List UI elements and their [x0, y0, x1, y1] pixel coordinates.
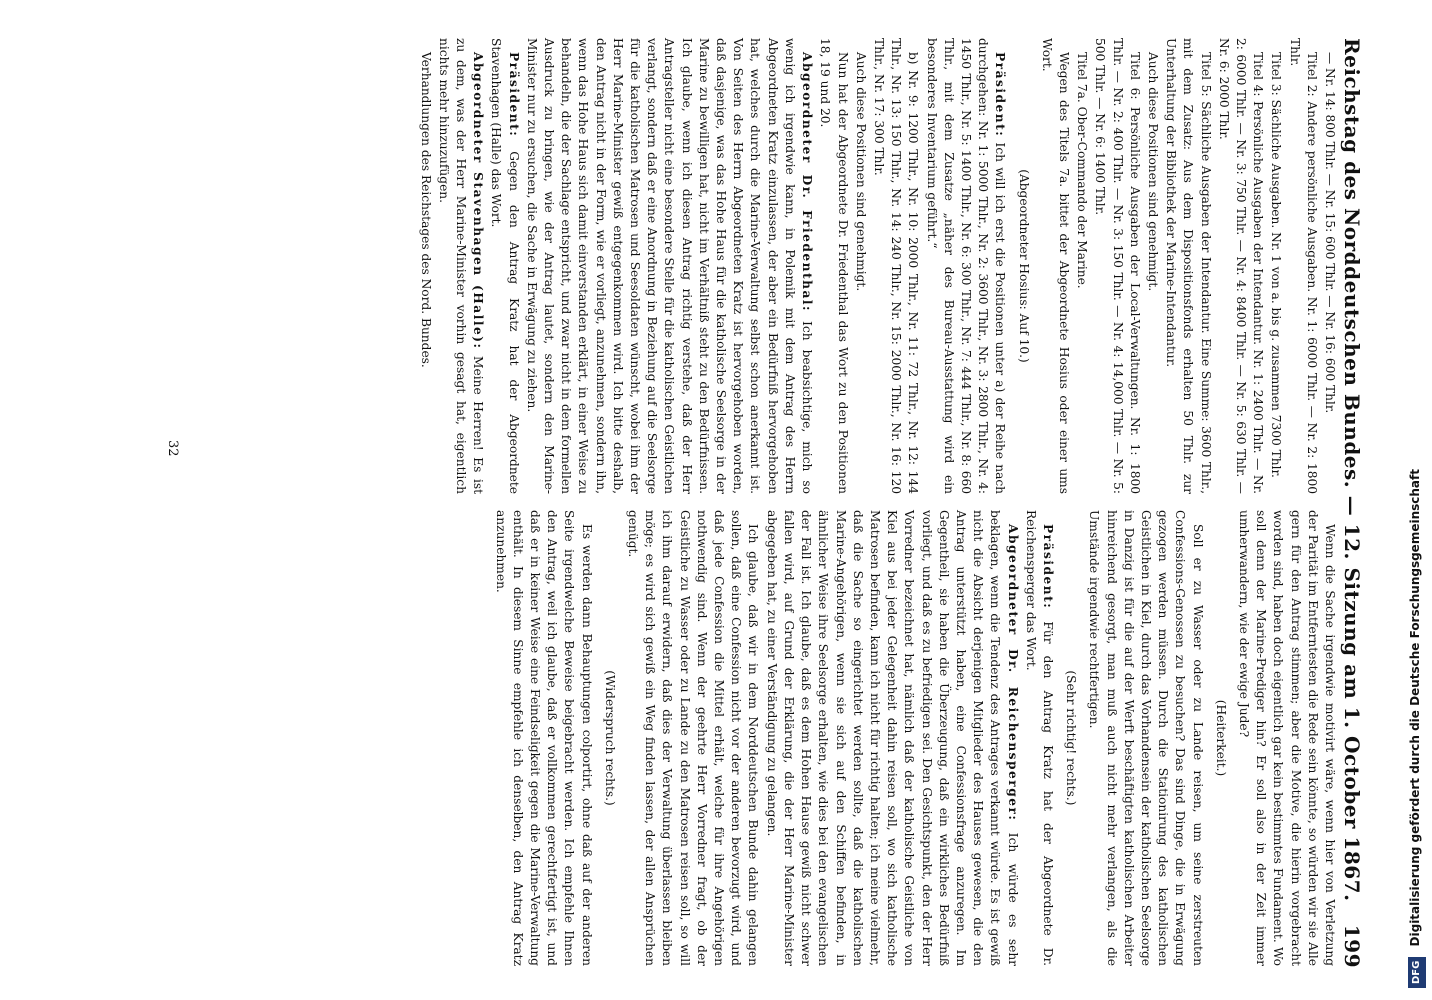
speech-paragraph	[487, 38, 521, 494]
page-number: 199	[1340, 924, 1364, 968]
stage-direction	[1212, 510, 1229, 966]
paragraph-text: Meine Herren! Es ist zu dem, was der Herr Marine-Minister vorhin gesagt hat, eigentlich nichts mehr hinzuzufügen.	[436, 38, 486, 494]
text-paragraph	[870, 38, 922, 494]
text-paragraph	[1235, 510, 1338, 966]
speaker-name: Abgeordneter Dr. Reichensperger:	[1005, 524, 1020, 822]
text-paragraph	[1267, 38, 1284, 494]
paragraph-text: (Heiterkeit.)	[1213, 699, 1228, 777]
header-title: Reichstag des Norddeutschen Bundes. — 12. Sitzung am 1. October 1867.	[1340, 38, 1364, 902]
paragraph-text: Titel 3: Sächliche Ausgaben. Nr. 1 von a. bis g. zusammen 7300 Thlr.	[1269, 52, 1284, 478]
paragraph-text: Auch diese Positionen sind genehmigt.	[853, 52, 868, 292]
paragraph-text: Es werden dann Behauptungen colportirt, ohne daß auf der anderen Seite irgendwelche Beweise beigebracht werden. Ich empfehle Ihnen den Antrag, weil ich glaube, daß er vollkommen gerechtfertigt ist, und daß er in keiner Weise eine Feindseligkeit gegen die Marine-Verwaltung enthält. In diesem Sinne empfehle ich denselben, den Antrag Kratz anzunehmen.	[493, 510, 594, 966]
speaker-name: Abgeordneter Dr. Friedenthal:	[800, 52, 815, 313]
text-paragraph	[1285, 38, 1319, 494]
paragraph-text: (Abgeordneter Hosius: Auf 10.)	[1016, 169, 1031, 363]
stage-direction	[1014, 38, 1031, 494]
text-paragraph	[1085, 510, 1205, 966]
speech-paragraph	[435, 38, 487, 494]
text-paragraph	[416, 38, 433, 494]
paragraph-text: (Sehr richtig! rechts.)	[1064, 670, 1079, 806]
paragraph-text: Titel 2: Andere persönliche Ausgaben. Nr. 1: 6000 Thlr. — Nr. 2: 1800 Thlr.	[1287, 38, 1319, 494]
text-paragraph	[624, 510, 762, 966]
paragraph-text: Gegen den Antrag Kratz hat der Abgeordnete Stavenhagen (Halle) das Wort.	[489, 38, 521, 494]
paragraph-text: Titel 7a. Ober-Commando der Marine.	[1075, 52, 1090, 289]
speech-paragraph	[922, 38, 1008, 494]
text-paragraph	[852, 38, 869, 494]
text-paragraph	[1321, 38, 1338, 494]
paragraph-text: Ich will ich erst die Positionen unter a) der Reihe nach durchgehen: Nr. 1: 5000 Thlr., Nr. 2: 3600 Thlr., Nr. 3: 2800 Thlr., Nr. 4: 1450 Thlr., Nr. 5: 1400 Thlr., Nr. 6: 300 Thlr., Nr. 7: 444 Thlr., Nr. 8: 660 Thlr., mit dem Zusatze „näher des Bureau-Ausstattung wird ein besonderes Inventarium geführt.“	[924, 38, 1008, 495]
left-text-column	[415, 38, 1338, 494]
text-paragraph	[1144, 38, 1161, 494]
paragraph-text: Wenn die Sache irgendwie motivirt wäre, wenn hier von Verletzung der Parität im Entferntesten die Rede sein könnte, so würden wir sie Alle gern für den Antrag stimmen; aber die Motive, die hierin vorgebracht worden sind, haben doch eigentlich gar kein bestimmtes Fundament. Wo soll denn der Marine-Prediger hin? Er soll also in der Zeit immer umherwandern, wie der ewige Jude?	[1236, 510, 1337, 966]
paragraph-text: Verhandlungen des Reichstages des Nord. Bundes.	[418, 52, 433, 368]
dfg-footer-strip	[1404, 12, 1426, 988]
paragraph-text: Ich glaube, daß wir in dem Norddeutschen Bunde dahin gelangen sollen, daß eine Confession nicht vor der anderen bevorzugt wird, und daß jede Confession die Mittel erhält, welche für ihre Angehörigen nothwendig sind. Wenn der geehrte Herr Vorredner fragt, ob der Geistliche zu Wasser oder zu Lande zu den Matrosen reisen soll, so will ich ihm darauf erwidern, daß dies der Verwaltung überlassen bleiben möge; es wird sich gewiß ein Weg finden lassen, der allen Ansprüchen genügt.	[626, 510, 761, 966]
paragraph-text: — Nr. 14: 800 Thlr. — Nr. 15: 600 Thlr. — Nr. 16: 600 Thlr.	[1323, 52, 1337, 414]
speaker-name: Abgeordneter Stavenhagen (Halle):	[471, 52, 486, 350]
paragraph-text: Nun hat der Abgeordnete Dr. Friedenthal das Wort zu den Positionen 18, 19 und 20.	[818, 38, 850, 494]
text-paragraph	[1091, 38, 1143, 494]
speaker-name: Präsident:	[993, 52, 1008, 138]
text-paragraph	[816, 38, 850, 494]
speaker-name: Präsident:	[1040, 524, 1055, 610]
paragraph-text: Wegen des Titels 7a. bittet der Abgeordnete Hosius oder einer ums Wort.	[1039, 38, 1071, 494]
paragraph-text: (Widerspruch rechts.)	[602, 670, 617, 806]
paragraph-text: Ich würde es sehr beklagen, wenn die Tendenz des Antrages verkannt würde. Es ist gewiß nicht die Absicht derjenigen Mitglieder des Hauses gewesen, die den Antrag unterstützt haben, eine Confessionsfrage anzuregen. Im Gegentheil, sie haben die Überzeugung, daß ein wirkliches Bedürfniß vorliegt, und daß es zu befriedigen sei. Den Gesichtspunkt, den der Herr Vorredner bezeichnet hat, nämlich daß der katholische Geistliche von Kiel aus bei jeder Gelegenheit dahin reisen soll, wo sich katholische Matrosen befinden, kann ich nicht für richtig halten; ich meine vielmehr, daß die Sache so eingerichtet werden sollte, daß die katholischen Marine-Angehörigen, wenn sie sich auf den Schiffen befinden, in ähnlicher Weise ihre Seelsorge erhalten, wie dies bei den evangelischen der Fall ist. Ich glaube, daß es dem Hohen Hause gewiß nicht schwer fallen wird, auf Grund der Erklärung, die der Herr Marine-Minister abgegeben hat, zu einer Verständigung zu gelangen.	[764, 510, 1020, 967]
paragraph-text: Titel 4: Persönliche Ausgaben der Intendantur. Nr. 1: 2400 Thlr. — Nr. 2: 6000 Thlr. — Nr. 3: 750 Thlr. — Nr. 4: 8400 Thlr. — Nr. 5: 630 Thlr. — Nr. 6: 2000 Thlr.	[1216, 38, 1266, 494]
dfg-credit-text: Digitalisierung gefördert durch die Deutsche Forschungsgemeinschaft	[1408, 469, 1422, 947]
text-paragraph	[1073, 38, 1090, 494]
paragraph-text: Titel 6: Persönliche Ausgaben der Local-Verwaltungen. Nr. 1: 1800 Thlr. — Nr. 2: 400 Thlr. — Nr. 3: 150 Thlr. — Nr. 4: 14,000 Thlr. — Nr. 5: 500 Thlr. — Nr. 6: 1400 Thlr.	[1093, 38, 1142, 494]
right-text-column	[490, 510, 1338, 966]
text-paragraph	[1038, 38, 1072, 494]
paragraph-text: Ich beabsichtige, mich so wenig ich irgendwie kann, in Polemik mit dem Antrag des Herrn Abgeordneten Kratz einzulassen, der aber ein Bedürfniß hervorgehoben hat, welches durch die Marine-Verwaltung selbst schon anerkannt ist. Von Seiten des Herrn Abgeordneten Kratz ist hervorgehoben worden, daß dasjenige, was das Hohe Haus für die katholische Seelsorge in der Marine zu bewilligen hat, nicht im Verhältniß steht zu den Bedürfnissen. Ich glaube, wenn ich diesen Antrag richtig verstehe, daß der Herr Antragsteller nicht eine besondere Stelle für die katholischen Geistlichen verlangt, sondern daß er eine Anordnung in Beziehung auf die Seelsorge für die katholischen Matrosen und Seesoldaten wünscht, wobei ihm der Herr Marine-Minister gewiß entgegenkommen wird. Ich bitte deshalb, den Antrag nicht in der Form, wie er vorliegt, anzunehmen, sondern ihn, wenn das Hohe Haus sich damit einverstanden erklärt, in einer Weise zu behandeln, die der Sachlage entspricht, und zwar nicht in dem formellen Ausdruck zu bringen, wie der Antrag lautet, sondern den Marine-Minister nur zu ersuchen, die Sache in Erwägung zu ziehen.	[524, 38, 815, 494]
text-paragraph	[1215, 38, 1267, 494]
paragraph-text: Titel 5: Sächliche Ausgaben der Intendantur. Eine Summe: 3600 Thlr., mit dem Zusatz: Aus dem Dispositionsfonds erhalten 50 Thlr. zur Unterhaltung der Bibliothek der Marine-Intendantur.	[1164, 38, 1213, 494]
text-paragraph	[1162, 38, 1214, 494]
speaker-name: Präsident:	[506, 52, 521, 138]
signature-mark: 32	[165, 440, 180, 457]
text-paragraph	[491, 510, 594, 966]
stage-direction	[601, 510, 618, 966]
speech-paragraph	[763, 510, 1021, 966]
stage-direction	[1062, 510, 1079, 966]
speech-paragraph	[1022, 510, 1056, 966]
dfg-logo: DFG	[1408, 957, 1426, 988]
speech-paragraph	[523, 38, 815, 494]
paragraph-text: b) Nr. 9: 1200 Thlr., Nr. 10: 2000 Thlr., Nr. 11: 72 Thlr., Nr. 12: 144 Thlr., Nr. 13: 150 Thlr., Nr. 14: 240 Thlr., Nr. 15: 2000 Thlr., Nr. 16: 120 Thlr., Nr. 17: 300 Thlr.	[871, 38, 921, 494]
paragraph-text: Für den Antrag Kratz hat der Abgeordnete Dr. Reichensperger das Wort.	[1023, 510, 1055, 967]
paragraph-text: Auch diese Positionen sind genehmigt.	[1145, 52, 1160, 292]
paragraph-text: Soll er zu Wasser oder zu Lande reisen, um seine zerstreuten Confessions-Genossen zu besuchen? Das sind Dinge, die in Erwägung gezogen werden müssen. Durch die Stationirung des katholischen Geistlichen in Kiel, durch das Vorhandensein der katholischen Seelsorge in Danzig ist für die auf der Werft beschäftigten katholischen Arbeiter hinreichend gesorgt, man muß auch nicht mehr verlangen, als die Umstände irgendwie rechtfertigen.	[1087, 510, 1205, 966]
